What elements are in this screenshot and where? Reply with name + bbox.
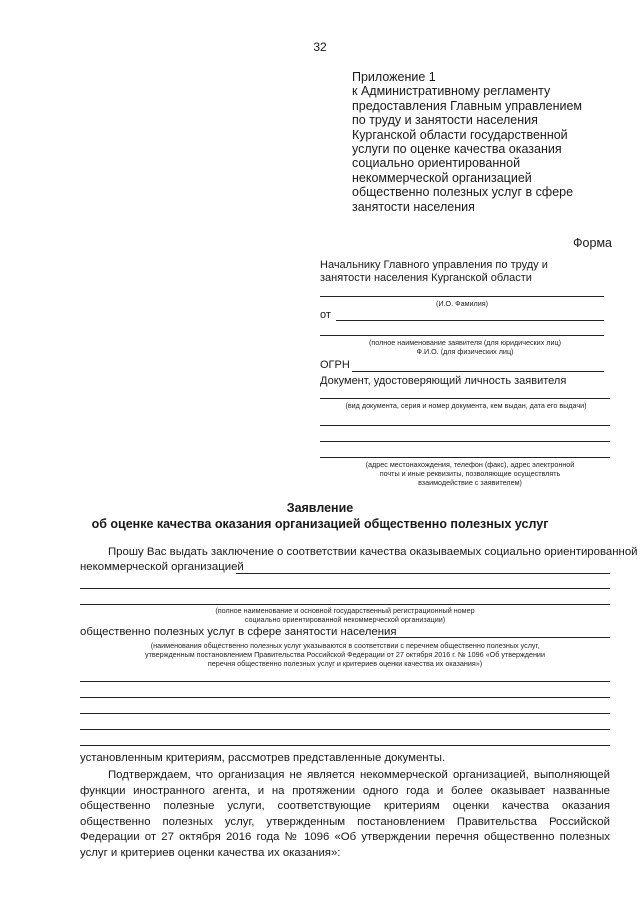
ogrn-label: ОГРН <box>320 359 350 371</box>
request-text: Прошу Вас выдать заключение о соответствии качества оказываемых социально ориентированной <box>108 546 638 558</box>
services-field-line[interactable] <box>80 713 610 714</box>
annex-line: к Административному регламенту <box>352 84 551 99</box>
org-hint: (полное наименование и основной государственный регистрационный номер <box>215 606 475 615</box>
addressee-text <box>320 259 548 285</box>
contacts-field-line[interactable] <box>320 441 610 442</box>
annex-line: общественно полезных услуг в сфере <box>352 185 574 200</box>
services-field-line[interactable] <box>80 745 610 746</box>
statement-title: Заявление <box>286 501 354 515</box>
contacts-hint: (адрес местонахождения, телефон (факс), адрес электронной <box>365 460 575 469</box>
annex-line: социально ориентированной <box>352 156 521 171</box>
annex-line: услуги по оценке качества оказания <box>352 142 562 157</box>
annex-line: по труду и занятости населения <box>352 113 538 128</box>
id-doc-hint: (вид документа, серия и номер документа, кем выдан, дата его выдачи) <box>345 401 587 410</box>
addressee-line: занятости населения Курганской области <box>320 272 532 284</box>
form-label: Форма <box>573 236 612 250</box>
name-hint: (И.О. Фамилия) <box>435 299 489 308</box>
addressee-line: Начальнику Главного управления по труду и <box>320 259 548 271</box>
services-hint: (наименования общественно полезных услуг указываются в соответствии с перечнем общественно полезных услуг, <box>150 641 540 650</box>
contacts-field-line[interactable] <box>320 425 610 426</box>
annex-line: предоставления Главным управлением <box>352 98 583 113</box>
contacts-hint: почты и иные реквизиты, позволяющие осуществлять <box>379 469 561 478</box>
from-label: от <box>320 309 331 321</box>
from-field-line[interactable] <box>336 320 604 321</box>
annex-line: Приложение 1 <box>352 70 436 84</box>
ogrn-field-line[interactable] <box>352 371 604 372</box>
services-field-line[interactable] <box>80 681 610 682</box>
applicant-hint: Ф.И.О. (для физических лиц) <box>416 347 514 356</box>
org-field-line[interactable] <box>236 573 610 574</box>
contacts-hint: взаимодействие с заявителем) <box>418 478 522 487</box>
name-field-line[interactable] <box>320 296 604 297</box>
request-text: некоммерческой организацией <box>80 561 244 573</box>
org-field-line[interactable] <box>80 588 610 589</box>
page-number: 32 <box>313 40 327 54</box>
annex-line: Курганской области государственной <box>352 127 568 142</box>
services-hint: перечня общественно полезных услуг и критериев оценки качества их оказания») <box>207 659 483 668</box>
id-doc-label: Документ, удостоверяющий личность заявителя <box>320 375 567 387</box>
org-field-line[interactable] <box>80 604 610 605</box>
applicant-hint: (полное наименование заявителя (для юридических лиц) <box>368 338 562 347</box>
services-field-line[interactable] <box>378 637 610 638</box>
applicant-field-line[interactable] <box>320 335 604 336</box>
services-field-line[interactable] <box>80 729 610 730</box>
services-label: общественно полезных услуг в сфере занятости населения <box>80 626 397 638</box>
contacts-field-line[interactable] <box>320 457 610 458</box>
annex-line: занятости населения <box>352 199 475 214</box>
services-hint: утвержденным постановлением Правительства Российской Федерации от 27 октября 2016 г. № 1096 «Об утверждении <box>145 650 545 659</box>
annex-block <box>352 70 612 214</box>
criteria-text: установленным критериям, рассмотрев представленные документы. <box>80 752 446 764</box>
confirm-paragraph: Подтверждаем, что организация не является некоммерческой организацией, выполняющей функции иностранного агента, и на протяжении одного года и более оказывает названные общественно полезные услуги, соответствующие критериям оценки качества оказания общественно полезных услуг, утвержденным постановлением Правительства Российской Федерации от 27 октября 2016 года № 1096 «Об утверждении перечня общественно полезных услуг и критериев оценки качества их оказания»: <box>80 769 610 859</box>
statement-subtitle: об оценке качества оказания организацией общественно полезных услуг <box>91 517 549 531</box>
services-field-line[interactable] <box>80 697 610 698</box>
org-hint: социально ориентированной некоммерческой организации) <box>244 615 446 624</box>
annex-line: некоммерческой организацией <box>352 170 532 185</box>
id-doc-field-line[interactable] <box>320 398 610 399</box>
